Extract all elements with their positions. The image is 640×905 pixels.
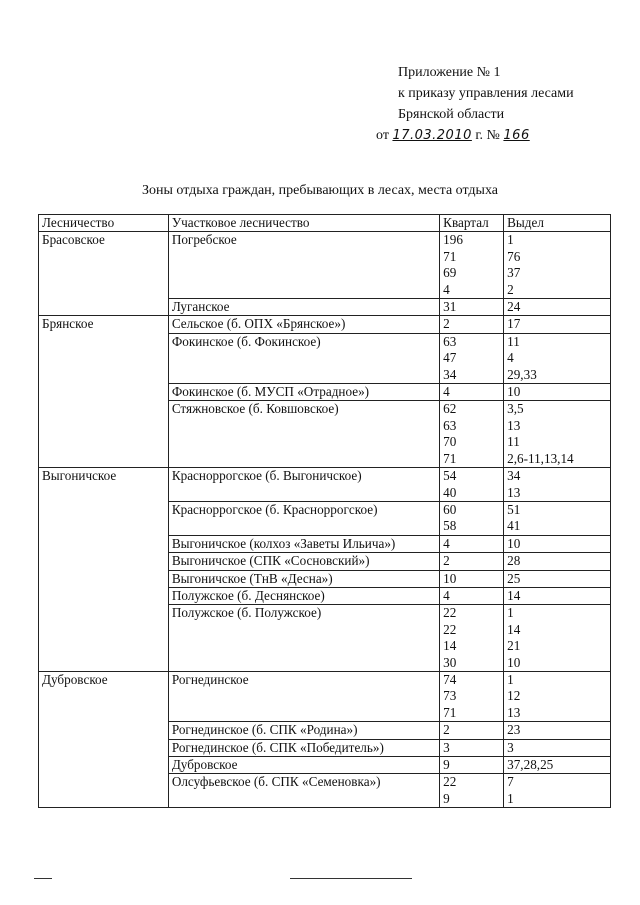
district-cell: Луганское [168,299,439,316]
table-row [39,671,611,721]
region-name: Брянской области [398,107,505,122]
district-cell: Выгоничское (СПК «Сосновский») [168,553,439,570]
quarter-value: 70 [443,434,457,450]
plot-value: 3 [507,739,514,755]
plot-value: 2,6-11,13,14 [507,450,574,466]
quarter-cell [440,553,504,570]
quarter-value: 2 [443,722,450,738]
quarter-cell [440,722,504,739]
district-cell: Рогнединское [168,671,439,721]
quarter-cell [440,605,504,672]
district-cell: Выгоничское (ТнВ «Десна») [168,570,439,587]
plot-cell [504,553,611,570]
quarter-cell [440,468,504,502]
plot-cell [504,587,611,604]
plot-cell [504,333,611,383]
plot-cell [504,232,611,299]
plot-value: 1 [507,790,514,806]
plot-value: 17 [507,316,521,332]
district-cell: Сельское (б. ОПХ «Брянское») [168,316,439,333]
handwritten-number: 166 [503,128,530,143]
plot-value: 7 [507,774,514,790]
plot-value: 25 [507,570,521,586]
quarter-value: 22 [443,774,457,790]
plot-value: 76 [507,248,521,264]
plot-value: 21 [507,638,521,654]
table-header-row [39,215,611,232]
district-cell: Фокинское (б. МУСП «Отрадное») [168,384,439,401]
quarter-value: 40 [443,484,457,500]
quarter-cell [440,739,504,756]
quarter-value: 3 [443,739,450,755]
quarter-value: 47 [443,350,457,366]
plot-value: 37 [507,265,521,281]
quarter-cell [440,535,504,552]
plot-cell [504,570,611,587]
plot-cell [504,468,611,502]
district-cell: Олсуфьевское (б. СПК «Семеновка») [168,774,439,808]
plot-value: 34 [507,468,521,484]
quarter-value: 54 [443,468,457,484]
district-cell: Дубровское [168,757,439,774]
quarter-value: 62 [443,401,457,417]
quarter-value: 4 [443,535,450,551]
quarter-cell [440,299,504,316]
plot-value: 10 [507,654,521,670]
column-header-quarter: Квартал [440,215,504,232]
forestry-cell: Выгоничское [39,468,169,672]
plot-value: 41 [507,518,521,534]
quarter-value: 71 [443,248,457,264]
quarter-cell [440,316,504,333]
plot-cell [504,384,611,401]
district-cell: Стяжновское (б. Ковшовское) [168,401,439,468]
quarter-cell [440,587,504,604]
recreation-zones-table [38,214,611,808]
plot-cell [504,722,611,739]
quarter-cell [440,333,504,383]
quarter-value: 30 [443,654,457,670]
district-cell: Погребское [168,232,439,299]
quarter-value: 63 [443,417,457,433]
quarter-value: 74 [443,671,457,687]
district-cell: Полужское (б. Деснянское) [168,587,439,604]
quarter-cell [440,757,504,774]
quarter-value: 69 [443,265,457,281]
plot-value: 13 [507,704,521,720]
plot-value: 14 [507,587,521,603]
quarter-cell [440,570,504,587]
plot-value: 29,33 [507,366,537,382]
quarter-value: 63 [443,333,457,349]
quarter-value: 9 [443,790,450,806]
forestry-cell: Брасовское [39,232,169,316]
district-cell: Красноррогское (б. Выгоничское) [168,468,439,502]
handwritten-date: 17.03.2010 [392,128,472,143]
district-cell: Выгоничское (колхоз «Заветы Ильича») [168,535,439,552]
column-header-plot: Выдел [504,215,611,232]
plot-value: 24 [507,299,521,315]
plot-value: 10 [507,384,521,400]
district-cell: Красноррогское (б. Красноррогское) [168,501,439,535]
plot-value: 11 [507,434,520,450]
plot-value: 37,28,25 [507,757,554,772]
quarter-value: 60 [443,501,457,517]
quarter-value: 22 [443,621,457,637]
quarter-cell [440,401,504,468]
document-title: Зоны отдыха граждан, пребывающих в лесах, места отдыха [142,183,498,198]
plot-value: 4 [507,350,514,366]
plot-value: 23 [507,722,521,738]
plot-cell [504,757,611,774]
plot-value: 3,5 [507,401,524,417]
plot-value: 12 [507,688,521,704]
quarter-value: 4 [443,384,450,400]
date-prefix: от [376,128,389,143]
forestry-cell: Дубровское [39,671,169,807]
number-prefix: г. № [475,128,500,143]
order-reference: к приказу управления лесами [398,86,574,101]
footer-mark-left [34,878,52,879]
plot-value: 2 [507,281,514,297]
table-body [39,232,611,808]
quarter-cell [440,774,504,808]
plot-cell [504,535,611,552]
forestry-cell: Брянское [39,316,169,468]
quarter-cell [440,671,504,721]
quarter-value: 196 [443,232,463,248]
table-row [39,232,611,299]
plot-value: 1 [507,232,514,248]
plot-cell [504,774,611,808]
quarter-value: 31 [443,299,457,315]
appendix-number: Приложение № 1 [398,65,501,80]
footer-mark-center [290,878,412,879]
plot-cell [504,299,611,316]
plot-cell [504,605,611,672]
quarter-value: 10 [443,570,457,586]
page-footer-rule [0,878,640,880]
plot-cell [504,671,611,721]
plot-value: 14 [507,621,521,637]
district-cell: Рогнединское (б. СПК «Родина») [168,722,439,739]
quarter-value: 14 [443,638,457,654]
plot-cell [504,501,611,535]
quarter-cell [440,232,504,299]
column-header-district: Участковое лесничество [168,215,439,232]
plot-value: 13 [507,484,521,500]
plot-value: 13 [507,417,521,433]
quarter-value: 34 [443,366,457,382]
quarter-cell [440,384,504,401]
quarter-value: 2 [443,553,450,569]
plot-value: 11 [507,333,520,349]
quarter-value: 2 [443,316,450,332]
district-cell: Полужское (б. Полужское) [168,605,439,672]
plot-value: 1 [507,671,514,687]
quarter-cell [440,501,504,535]
quarter-value: 73 [443,688,457,704]
table-row [39,468,611,502]
quarter-value: 22 [443,605,457,621]
plot-cell [504,316,611,333]
quarter-value: 4 [443,281,450,297]
quarter-value: 58 [443,518,457,534]
quarter-value: 9 [443,757,450,772]
column-header-forestry: Лесничество [39,215,169,232]
plot-value: 10 [507,535,521,551]
plot-cell [504,739,611,756]
district-cell: Фокинское (б. Фокинское) [168,333,439,383]
plot-value: 28 [507,553,521,569]
table-row [39,316,611,333]
plot-cell [504,401,611,468]
quarter-value: 71 [443,704,457,720]
plot-value: 51 [507,501,521,517]
quarter-value: 4 [443,587,450,603]
quarter-value: 71 [443,450,457,466]
district-cell: Рогнединское (б. СПК «Победитель») [168,739,439,756]
appendix-header [376,62,574,146]
plot-value: 1 [507,605,514,621]
order-date-line [376,125,574,146]
